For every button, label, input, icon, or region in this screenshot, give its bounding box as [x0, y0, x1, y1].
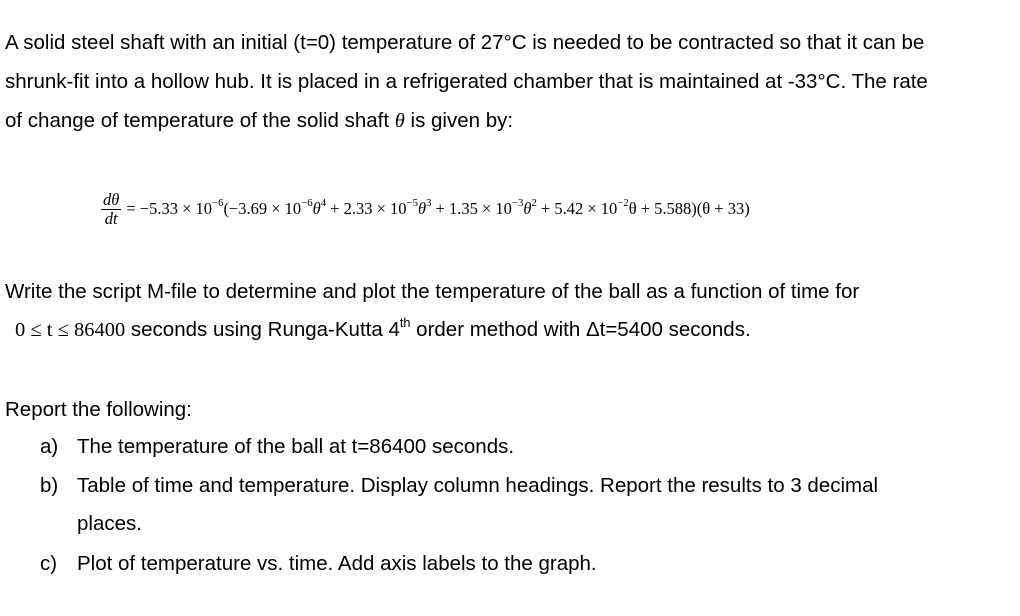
- task-line-1-text: Write the script M-file to determine and plot the temperature of the ball as a function of time for: [5, 280, 860, 303]
- list-item: [40, 551, 597, 577]
- rhs-part: + 2.33 × 10: [326, 199, 407, 218]
- rhs-exp: −3: [511, 197, 524, 210]
- rhs-exp: −6: [301, 197, 313, 210]
- task-line-1: [5, 279, 859, 305]
- intro-line-3-post: is given by:: [404, 109, 514, 132]
- intro-line-3-pre: of change of temperature of the solid shaft: [5, 109, 395, 132]
- intro-line-1-text: A solid steel shaft with an initial (t=0) temperature of 27°C is needed to be contracted so that it can be: [5, 31, 925, 54]
- rhs-part: + 1.35 × 10: [431, 199, 512, 218]
- task-line-2-b: order method with Δt=5400 seconds.: [410, 318, 751, 341]
- rhs-part: θ: [417, 199, 427, 218]
- rhs-exp: 3: [426, 197, 432, 210]
- list-marker: a): [40, 435, 59, 458]
- fraction-numerator: dθ: [103, 189, 120, 209]
- rhs-part: θ + 5.588)(θ + 33): [628, 199, 750, 218]
- rhs-exp: −2: [617, 197, 629, 210]
- theta-symbol: θ: [394, 110, 405, 132]
- rhs-part: (−3.69 × 10: [223, 199, 302, 218]
- rhs-exp: −5: [406, 197, 418, 210]
- report-heading-text: Report the following:: [5, 398, 192, 421]
- ordinal-suffix: th: [399, 314, 411, 330]
- time-range: 0 ≤ t ≤ 86400: [15, 319, 126, 341]
- rhs-part: = −5.33 × 10: [126, 199, 213, 218]
- report-heading: [5, 397, 192, 423]
- list-marker: b): [40, 474, 59, 497]
- rhs-exp: 4: [320, 197, 327, 210]
- list-item-text: The temperature of the ball at t=86400 seconds.: [77, 435, 515, 458]
- intro-line-2: [5, 69, 928, 95]
- list-item-continuation: [40, 511, 142, 537]
- rhs-part: θ: [312, 199, 321, 218]
- intro-line-1: [5, 30, 924, 56]
- rhs-part: + 5.42 × 10: [536, 199, 618, 218]
- task-line-2-a: seconds using Runga-Kutta 4: [125, 318, 400, 341]
- intro-line-2-text: shrunk-fit into a hollow hub. It is placed in a refrigerated chamber that is maintained at -33°C. The rate: [5, 70, 928, 93]
- list-item-text: Table of time and temperature. Display column headings. Report the results to 3 decimal: [77, 474, 879, 497]
- fraction-denominator: dt: [104, 208, 118, 228]
- rhs-exp: −6: [212, 197, 224, 210]
- list-item-text: places.: [77, 512, 142, 535]
- derivative-fraction: [101, 191, 121, 228]
- list-item: [40, 434, 514, 460]
- equation-rhs: [126, 199, 749, 219]
- intro-line-3: [5, 108, 513, 134]
- task-line-2: [15, 314, 751, 343]
- list-marker: c): [40, 552, 58, 575]
- rhs-exp: 2: [531, 197, 537, 210]
- differential-equation: [101, 186, 750, 232]
- list-item: [40, 473, 878, 499]
- rhs-part: θ: [523, 199, 532, 218]
- list-item-text: Plot of temperature vs. time. Add axis labels to the graph.: [77, 552, 597, 575]
